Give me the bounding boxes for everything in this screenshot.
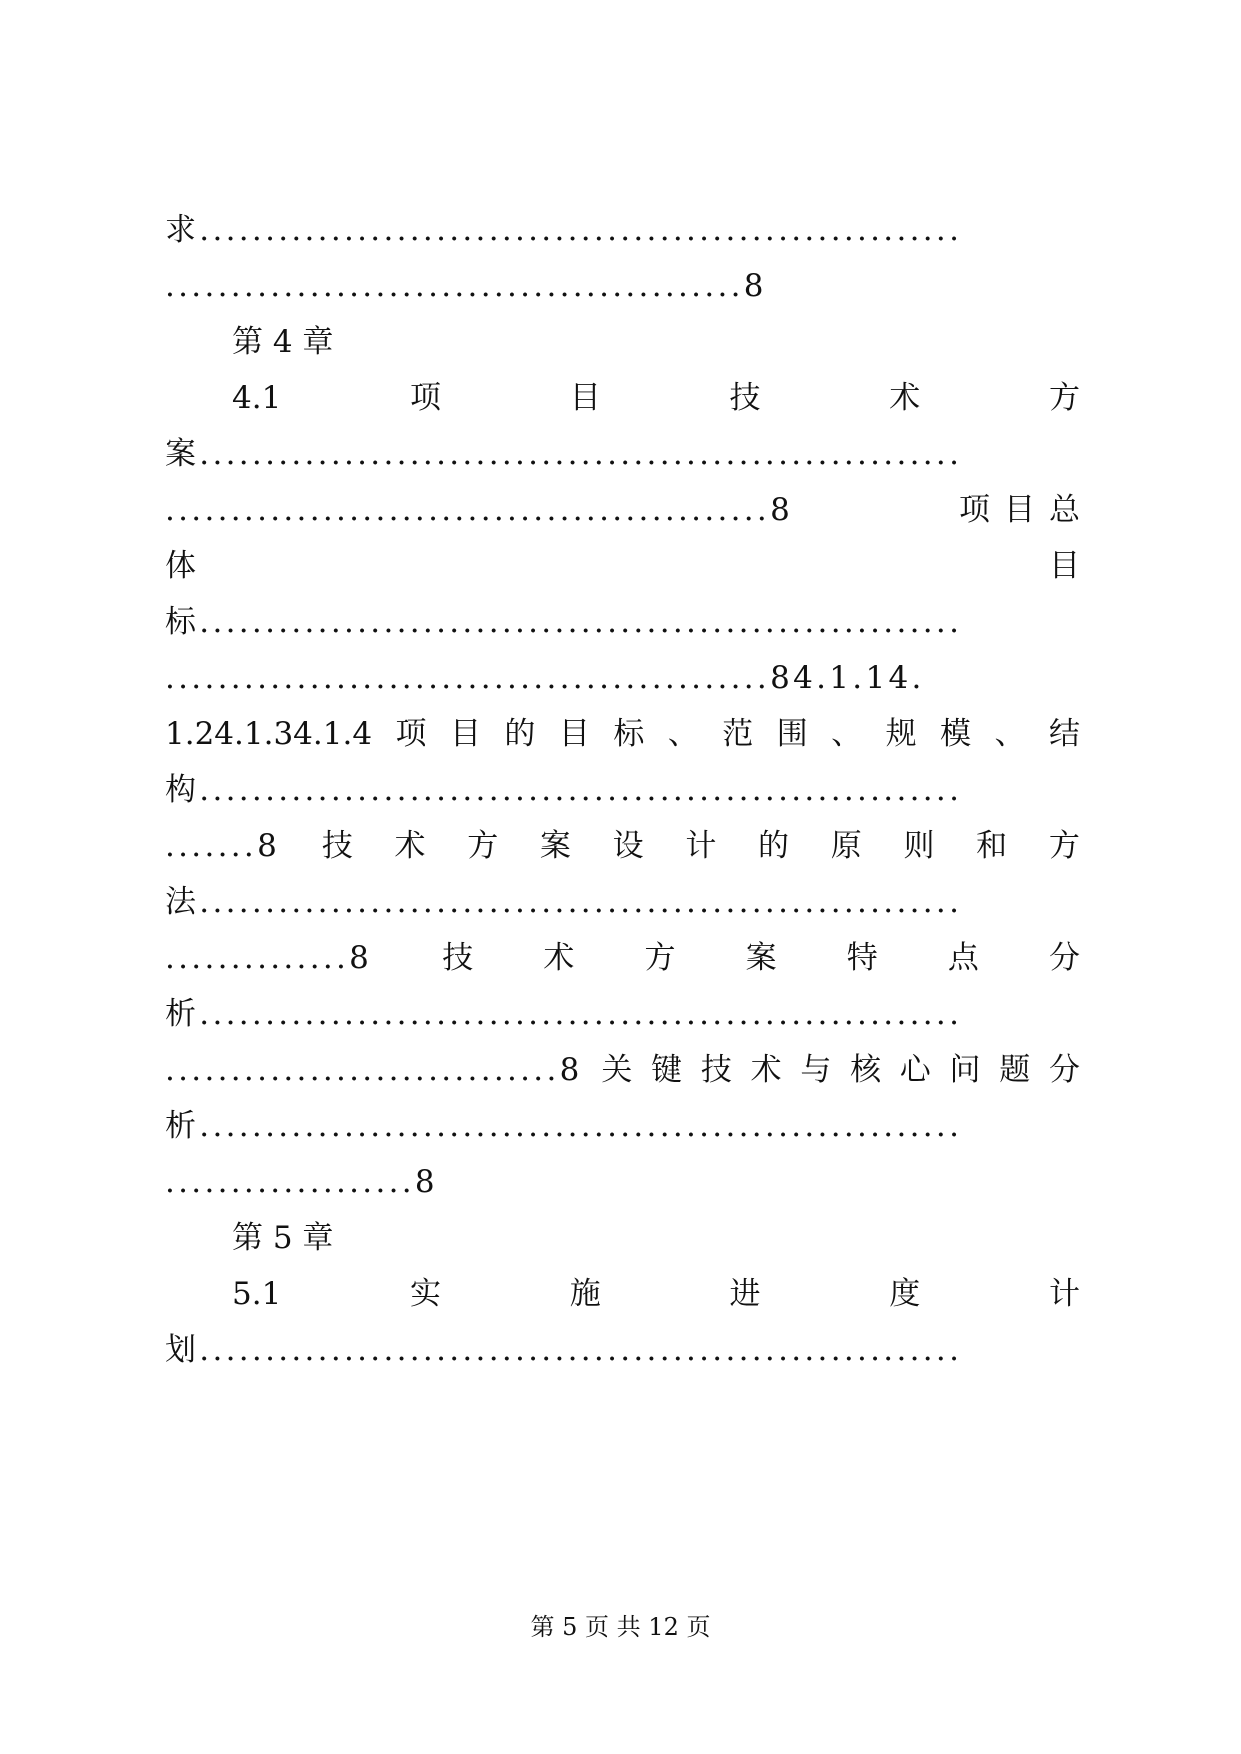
toc-char: 的 bbox=[504, 716, 536, 752]
toc-line: 构.......................................................... bbox=[165, 772, 963, 808]
toc-char: 题 bbox=[999, 1052, 1031, 1088]
toc-char: 结 bbox=[1048, 716, 1080, 752]
toc-char: 项 bbox=[410, 380, 442, 416]
toc-leader: ..............8 bbox=[165, 940, 373, 976]
toc-char: 技 bbox=[442, 940, 474, 976]
toc-char: 实 bbox=[410, 1276, 442, 1312]
toc-line: 法.......................................................... bbox=[165, 884, 963, 920]
toc-leader: ..............................8 bbox=[165, 1052, 583, 1088]
toc-char: 键 bbox=[651, 1052, 683, 1088]
toc-char: 技 bbox=[729, 380, 761, 416]
toc-char: 心 bbox=[899, 1052, 931, 1088]
toc-char: 和 bbox=[976, 828, 1008, 864]
toc-char: 分 bbox=[1049, 1052, 1080, 1088]
page-footer: 第 5 页 共 12 页 bbox=[530, 1613, 711, 1641]
toc-char: 的 bbox=[758, 828, 790, 864]
toc-char: 方 bbox=[1048, 828, 1080, 864]
toc-line: ............................................8 bbox=[165, 268, 767, 304]
toc-line: 析.......................................................... bbox=[165, 996, 963, 1032]
toc-char: 技 bbox=[700, 1052, 732, 1088]
toc-char: 体 bbox=[165, 548, 196, 584]
toc-char: 术 bbox=[750, 1052, 782, 1088]
toc-char: 项 bbox=[395, 716, 427, 752]
chapter-heading: 第 5 章 bbox=[232, 1220, 334, 1256]
toc-char: 计 bbox=[685, 828, 717, 864]
toc-char: 、 bbox=[667, 716, 699, 752]
toc-leader: ..............................................8 bbox=[165, 492, 794, 528]
toc-line bbox=[165, 936, 1080, 980]
toc-line bbox=[165, 1048, 1080, 1092]
toc-char: 案 bbox=[745, 940, 777, 976]
toc-char: 项 bbox=[959, 492, 990, 528]
toc-line: 求.......................................................... bbox=[165, 212, 963, 248]
toc-char: 术 bbox=[889, 380, 921, 416]
toc-char: 核 bbox=[850, 1052, 882, 1088]
toc-char: 关 bbox=[601, 1052, 633, 1088]
toc-char: 目 bbox=[569, 380, 601, 416]
toc-line bbox=[165, 824, 1080, 868]
toc-leader: .......8 bbox=[165, 828, 281, 864]
toc-line: ...................8 bbox=[165, 1164, 438, 1200]
toc-line: 析.......................................................... bbox=[165, 1108, 963, 1144]
toc-line bbox=[232, 376, 1080, 420]
toc-line: 划.......................................................... bbox=[165, 1332, 963, 1368]
toc-char: 、 bbox=[994, 716, 1026, 752]
toc-char: 与 bbox=[800, 1052, 832, 1088]
toc-char: 、 bbox=[831, 716, 863, 752]
toc-char: 目 bbox=[1049, 548, 1080, 584]
toc-char: 围 bbox=[776, 716, 808, 752]
toc-char: 施 bbox=[569, 1276, 601, 1312]
toc-number: 4.1 bbox=[232, 380, 282, 416]
toc-number: 1.24.1.34.1.4 bbox=[165, 716, 373, 752]
toc-char: 案 bbox=[539, 828, 571, 864]
toc-char: 问 bbox=[949, 1052, 981, 1088]
toc-char: 方 bbox=[1048, 380, 1080, 416]
toc-char: 模 bbox=[940, 716, 972, 752]
toc-line bbox=[232, 1272, 1080, 1316]
toc-char: 目 bbox=[449, 716, 481, 752]
toc-char: 特 bbox=[846, 940, 878, 976]
toc-char: 规 bbox=[885, 716, 917, 752]
toc-char: 标 bbox=[613, 716, 645, 752]
toc-char: 方 bbox=[644, 940, 676, 976]
toc-char: 分 bbox=[1048, 940, 1080, 976]
toc-char: 术 bbox=[394, 828, 426, 864]
toc-line bbox=[165, 712, 1080, 756]
toc-char: 原 bbox=[830, 828, 862, 864]
toc-char: 方 bbox=[467, 828, 499, 864]
toc-number: 5.1 bbox=[232, 1276, 282, 1312]
toc-line: 标.......................................................... bbox=[165, 604, 963, 640]
toc-line bbox=[165, 544, 1080, 588]
toc-char: 目 bbox=[1004, 492, 1035, 528]
toc-char: 点 bbox=[947, 940, 979, 976]
toc-char: 则 bbox=[903, 828, 935, 864]
toc-char: 技 bbox=[321, 828, 353, 864]
toc-line: ..............................................84.1.14. bbox=[165, 660, 925, 696]
toc-line bbox=[165, 488, 1080, 532]
toc-char: 范 bbox=[722, 716, 754, 752]
toc-char: 术 bbox=[543, 940, 575, 976]
toc-char: 设 bbox=[612, 828, 644, 864]
toc-char: 进 bbox=[729, 1276, 761, 1312]
toc-line: 案.......................................................... bbox=[165, 436, 963, 472]
chapter-heading: 第 4 章 bbox=[232, 324, 334, 360]
toc-char: 总 bbox=[1049, 492, 1080, 528]
toc-char: 目 bbox=[558, 716, 590, 752]
toc-char: 度 bbox=[889, 1276, 921, 1312]
toc-char: 计 bbox=[1048, 1276, 1080, 1312]
